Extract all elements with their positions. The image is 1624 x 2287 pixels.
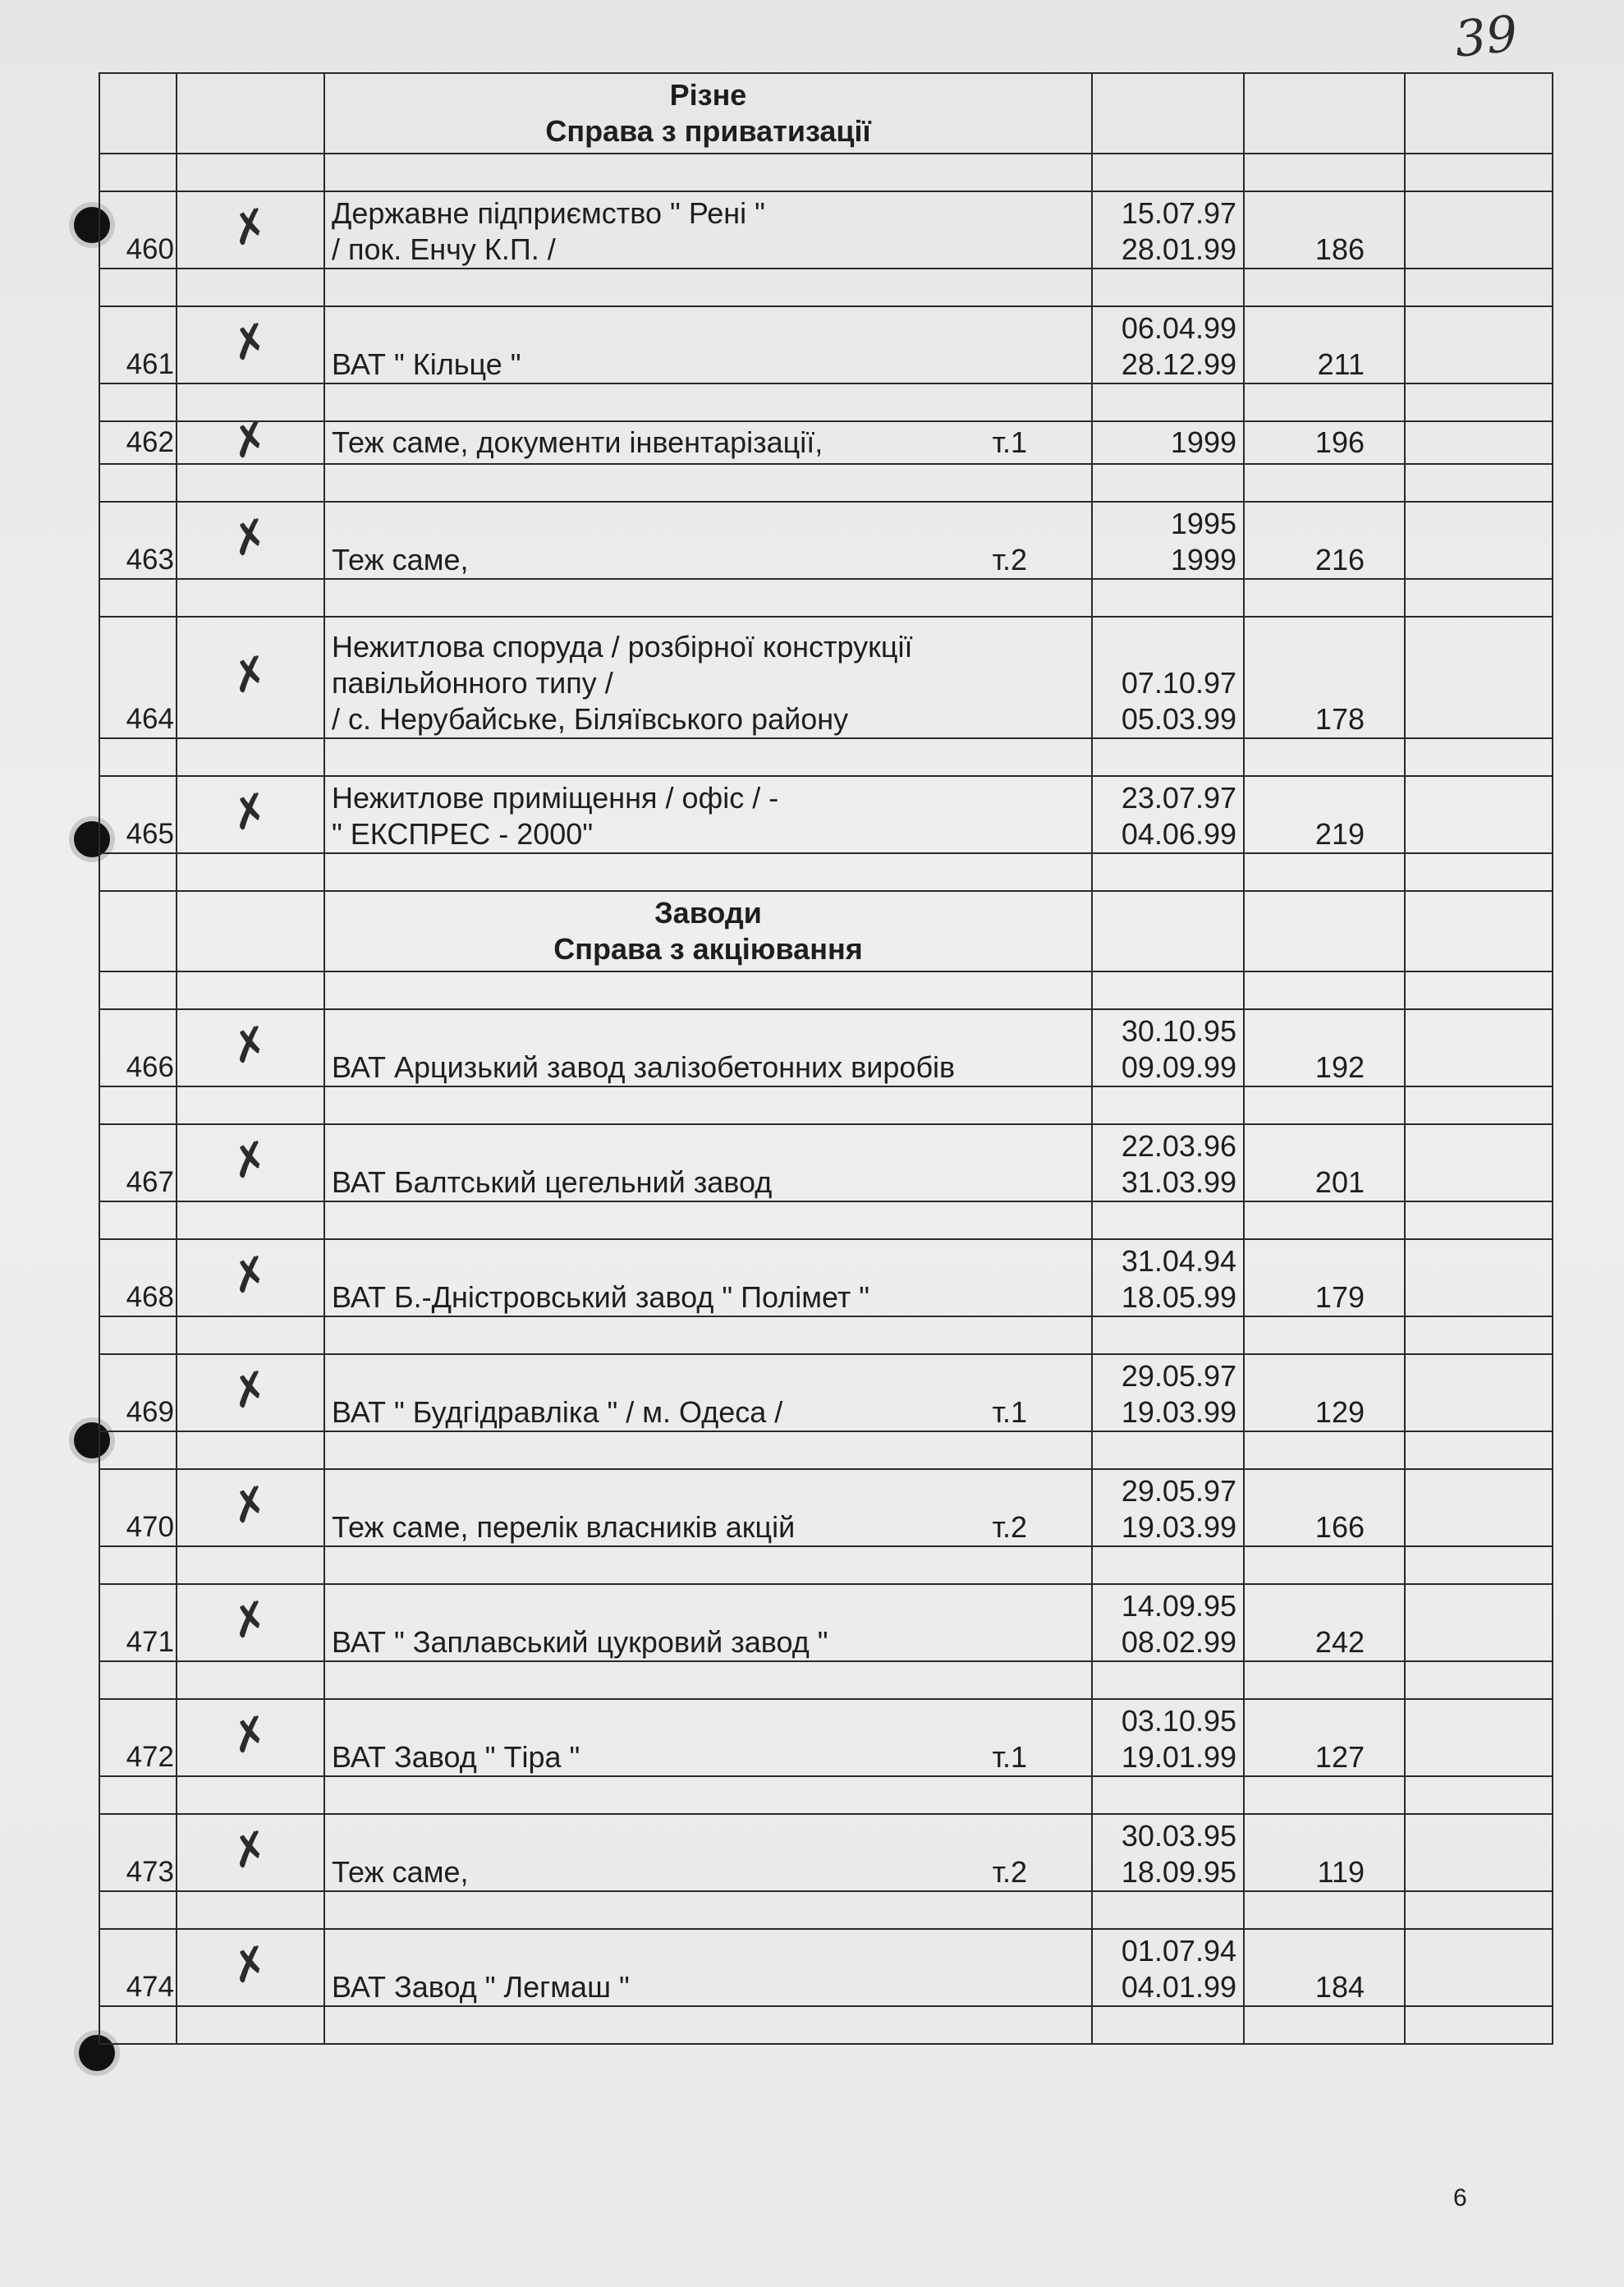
check-mark-cell	[177, 191, 324, 269]
handwritten-check-icon: ✗	[226, 1475, 275, 1535]
item-title-cell	[324, 1929, 1092, 2006]
section-header-row	[99, 891, 1553, 971]
item-note	[1405, 1354, 1553, 1431]
item-note	[1405, 306, 1553, 383]
empty-cell	[1244, 1201, 1405, 1239]
empty-cell	[99, 853, 177, 891]
empty-cell	[324, 1086, 1092, 1124]
item-dates: 29.05.97 19.03.99	[1092, 1354, 1244, 1431]
empty-cell	[1405, 579, 1553, 617]
check-mark-cell	[177, 410, 324, 470]
page-number: 6	[1453, 2184, 1467, 2211]
check-mark-cell	[177, 1009, 324, 1086]
empty-cell	[99, 464, 177, 502]
empty-cell	[1244, 1776, 1405, 1814]
item-sheet-count: 129	[1244, 1354, 1405, 1431]
volume-label: т.2	[992, 1510, 1027, 1544]
empty-cell	[1244, 1316, 1405, 1354]
empty-cell	[177, 2006, 324, 2044]
spacer-row	[99, 579, 1553, 617]
empty-cell	[1244, 2006, 1405, 2044]
item-title-cell	[324, 1124, 1092, 1201]
empty-cell	[1405, 971, 1553, 1009]
empty-cell	[1092, 891, 1244, 971]
empty-cell	[1092, 464, 1244, 502]
item-title: Державне підприємство " Рені " / пок. Енчу К.П. /	[332, 196, 765, 266]
check-mark-cell	[177, 306, 324, 383]
table-row	[99, 1239, 1553, 1316]
item-dates: 01.07.94 04.01.99	[1092, 1929, 1244, 2006]
volume-label	[1027, 1279, 1085, 1316]
item-note	[1405, 776, 1553, 853]
volume-label: т.2	[992, 543, 1027, 576]
empty-cell	[1405, 1776, 1553, 1814]
check-mark-cell	[177, 1469, 324, 1546]
item-sheet-count: 119	[1244, 1814, 1405, 1891]
item-note	[1405, 1239, 1553, 1316]
spacer-row	[99, 1316, 1553, 1354]
item-title: ВАТ Завод " Легмаш "	[332, 1970, 630, 2004]
empty-cell	[1092, 853, 1244, 891]
empty-cell	[99, 73, 177, 154]
volume-label: т.1	[992, 1740, 1027, 1774]
empty-cell	[324, 464, 1092, 502]
section-title: Різне	[669, 78, 747, 112]
item-dates: 1995 1999	[1092, 502, 1244, 579]
empty-cell	[1244, 1546, 1405, 1584]
check-mark-cell	[177, 1124, 324, 1201]
empty-cell	[99, 1316, 177, 1354]
empty-cell	[1092, 154, 1244, 191]
check-mark-cell	[177, 1584, 324, 1661]
empty-cell	[1092, 1776, 1244, 1814]
volume-label	[1027, 780, 1085, 852]
empty-cell	[1405, 2006, 1553, 2044]
empty-cell	[1092, 579, 1244, 617]
spacer-row	[99, 1546, 1553, 1584]
empty-cell	[1244, 738, 1405, 776]
empty-cell	[1405, 891, 1553, 971]
section-title: Заводи	[654, 896, 762, 930]
volume-label: т.2	[992, 1855, 1027, 1889]
table-row	[99, 1584, 1553, 1661]
empty-cell	[99, 579, 177, 617]
item-title: ВАТ " Кільце "	[332, 347, 521, 381]
empty-cell	[1244, 971, 1405, 1009]
empty-cell	[324, 579, 1092, 617]
item-title-cell	[324, 1699, 1092, 1776]
table-row	[99, 421, 1553, 464]
item-note	[1405, 1814, 1553, 1891]
item-sheet-count: 211	[1244, 306, 1405, 383]
register-table	[99, 72, 1553, 2045]
check-mark-cell	[177, 1354, 324, 1431]
item-title: Теж саме, документи інвентарізації,	[332, 425, 823, 459]
item-note	[1405, 1009, 1553, 1086]
empty-cell	[1244, 579, 1405, 617]
empty-cell	[324, 1546, 1092, 1584]
empty-cell	[1405, 464, 1553, 502]
empty-cell	[177, 971, 324, 1009]
spacer-row	[99, 1201, 1553, 1239]
volume-label	[1027, 195, 1085, 268]
item-title: ВАТ " Будгідравліка " / м. Одеса /	[332, 1395, 783, 1429]
item-number: 470	[99, 1469, 177, 1546]
empty-cell	[1244, 269, 1405, 306]
check-mark-cell	[177, 1239, 324, 1316]
empty-cell	[1405, 269, 1553, 306]
item-number: 474	[99, 1929, 177, 2006]
empty-cell	[324, 1776, 1092, 1814]
empty-cell	[177, 853, 324, 891]
empty-cell	[1405, 73, 1553, 154]
section-header-row	[99, 73, 1553, 154]
item-dates: 31.04.94 18.05.99	[1092, 1239, 1244, 1316]
table-row	[99, 502, 1553, 579]
handwritten-check-icon: ✗	[226, 1590, 275, 1650]
item-dates: 03.10.95 19.01.99	[1092, 1699, 1244, 1776]
spacer-row	[99, 464, 1553, 502]
spacer-row	[99, 1086, 1553, 1124]
item-title: ВАТ Завод " Тіра "	[332, 1740, 580, 1774]
empty-cell	[324, 1316, 1092, 1354]
volume-label: т.1	[992, 1395, 1027, 1429]
table-row	[99, 306, 1553, 383]
empty-cell	[1092, 1201, 1244, 1239]
empty-cell	[324, 1891, 1092, 1929]
table-row	[99, 617, 1553, 738]
empty-cell	[324, 383, 1092, 421]
item-dates: 14.09.95 08.02.99	[1092, 1584, 1244, 1661]
item-number: 462	[99, 421, 177, 464]
empty-cell	[324, 2006, 1092, 2044]
empty-cell	[1092, 73, 1244, 154]
empty-cell	[1244, 383, 1405, 421]
empty-cell	[1092, 383, 1244, 421]
empty-cell	[1405, 1316, 1553, 1354]
item-note	[1405, 1699, 1553, 1776]
empty-cell	[177, 464, 324, 502]
spacer-row	[99, 971, 1553, 1009]
empty-cell	[177, 73, 324, 154]
table-row	[99, 1469, 1553, 1546]
item-number: 460	[99, 191, 177, 269]
empty-cell	[99, 2006, 177, 2044]
section-subtitle: Справа з приватизації	[545, 114, 871, 148]
spacer-row	[99, 853, 1553, 891]
spacer-row	[99, 383, 1553, 421]
item-number: 463	[99, 502, 177, 579]
empty-cell	[99, 383, 177, 421]
handwritten-check-icon: ✗	[226, 1935, 275, 1995]
item-title-cell	[324, 502, 1092, 579]
spacer-row	[99, 738, 1553, 776]
handwritten-check-icon: ✗	[226, 782, 275, 842]
spacer-row	[99, 2006, 1553, 2044]
spacer-row	[99, 1661, 1553, 1699]
handwritten-check-icon: ✗	[226, 312, 275, 372]
empty-cell	[1405, 1661, 1553, 1699]
empty-cell	[1244, 1086, 1405, 1124]
empty-cell	[1405, 1546, 1553, 1584]
table-row	[99, 1124, 1553, 1201]
empty-cell	[1405, 1086, 1553, 1124]
empty-cell	[177, 1086, 324, 1124]
item-sheet-count: 178	[1244, 617, 1405, 738]
volume-label	[1027, 1164, 1085, 1201]
item-number: 464	[99, 617, 177, 738]
handwritten-check-icon: ✗	[226, 1705, 275, 1765]
item-dates: 22.03.96 31.03.99	[1092, 1124, 1244, 1201]
empty-cell	[324, 1661, 1092, 1699]
empty-cell	[324, 1431, 1092, 1469]
empty-cell	[99, 971, 177, 1009]
empty-cell	[177, 269, 324, 306]
table-row	[99, 776, 1553, 853]
empty-cell	[99, 1086, 177, 1124]
item-dates: 29.05.97 19.03.99	[1092, 1469, 1244, 1546]
item-number: 471	[99, 1584, 177, 1661]
handwritten-check-icon: ✗	[226, 1820, 275, 1880]
table-row	[99, 191, 1553, 269]
spacer-row	[99, 1891, 1553, 1929]
table-row	[99, 1354, 1553, 1431]
item-sheet-count: 216	[1244, 502, 1405, 579]
item-title-cell	[324, 1009, 1092, 1086]
item-number: 469	[99, 1354, 177, 1431]
handwritten-check-icon: ✗	[226, 1130, 275, 1190]
empty-cell	[1092, 1316, 1244, 1354]
item-title: Нежитлова спорудa / розбірної конструкції павільйонного типу / / с. Нерубайське, Біляївського району	[332, 630, 913, 736]
empty-cell	[99, 1776, 177, 1814]
item-number: 466	[99, 1009, 177, 1086]
register-body	[99, 73, 1553, 2044]
table-row	[99, 1699, 1553, 1776]
empty-cell	[1405, 383, 1553, 421]
item-title: ВАТ Б.-Дністровський завод " Полімет "	[332, 1280, 870, 1314]
empty-cell	[177, 1891, 324, 1929]
item-number: 473	[99, 1814, 177, 1891]
empty-cell	[324, 853, 1092, 891]
item-sheet-count: 166	[1244, 1469, 1405, 1546]
item-sheet-count: 127	[1244, 1699, 1405, 1776]
item-title-cell	[324, 1814, 1092, 1891]
handwritten-check-icon: ✗	[226, 1245, 275, 1305]
item-title-cell	[324, 1239, 1092, 1316]
empty-cell	[99, 269, 177, 306]
empty-cell	[1092, 971, 1244, 1009]
item-note	[1405, 1584, 1553, 1661]
empty-cell	[1405, 853, 1553, 891]
item-note	[1405, 1124, 1553, 1201]
empty-cell	[99, 154, 177, 191]
handwritten-check-icon: ✗	[226, 410, 275, 470]
check-mark-cell	[177, 502, 324, 579]
item-title: ВАТ Балтський цегельний завод	[332, 1165, 773, 1199]
empty-cell	[1092, 1431, 1244, 1469]
empty-cell	[1405, 154, 1553, 191]
handwritten-check-icon: ✗	[226, 507, 275, 567]
item-dates: 15.07.97 28.01.99	[1092, 191, 1244, 269]
empty-cell	[1092, 2006, 1244, 2044]
item-sheet-count: 201	[1244, 1124, 1405, 1201]
volume-label	[1027, 1969, 1085, 2005]
empty-cell	[1405, 1431, 1553, 1469]
empty-cell	[324, 154, 1092, 191]
empty-cell	[324, 971, 1092, 1009]
empty-cell	[99, 891, 177, 971]
item-dates: 30.10.95 09.09.99	[1092, 1009, 1244, 1086]
empty-cell	[1405, 1891, 1553, 1929]
empty-cell	[1092, 1891, 1244, 1929]
empty-cell	[1092, 1661, 1244, 1699]
item-sheet-count: 192	[1244, 1009, 1405, 1086]
handwritten-page-number: 39	[1452, 5, 1521, 69]
empty-cell	[1244, 154, 1405, 191]
empty-cell	[177, 738, 324, 776]
empty-cell	[324, 269, 1092, 306]
empty-cell	[1092, 738, 1244, 776]
table-row	[99, 1009, 1553, 1086]
item-note	[1405, 1469, 1553, 1546]
empty-cell	[177, 1546, 324, 1584]
empty-cell	[1244, 73, 1405, 154]
check-mark-cell	[177, 1929, 324, 2006]
volume-label	[1027, 1624, 1085, 1660]
item-number: 468	[99, 1239, 177, 1316]
item-sheet-count: 179	[1244, 1239, 1405, 1316]
volume-label: т.1	[992, 425, 1027, 459]
item-title-cell	[324, 306, 1092, 383]
empty-cell	[177, 891, 324, 971]
empty-cell	[1244, 1661, 1405, 1699]
spacer-row	[99, 1776, 1553, 1814]
spacer-row	[99, 269, 1553, 306]
item-sheet-count: 186	[1244, 191, 1405, 269]
spacer-row	[99, 1431, 1553, 1469]
handwritten-check-icon: ✗	[226, 1015, 275, 1075]
item-note	[1405, 421, 1553, 464]
empty-cell	[1405, 738, 1553, 776]
check-mark-cell	[177, 1699, 324, 1776]
item-title-cell	[324, 1354, 1092, 1431]
item-title: Теж саме,	[332, 543, 469, 576]
table-row	[99, 1814, 1553, 1891]
check-mark-cell	[177, 776, 324, 853]
empty-cell	[177, 1661, 324, 1699]
empty-cell	[177, 154, 324, 191]
item-note	[1405, 191, 1553, 269]
item-title-cell	[324, 1584, 1092, 1661]
section-subtitle: Справа з акціювання	[553, 932, 863, 966]
spacer-row	[99, 154, 1553, 191]
item-title-cell	[324, 1469, 1092, 1546]
item-title-cell	[324, 776, 1092, 853]
volume-label	[1027, 1049, 1085, 1086]
item-note	[1405, 1929, 1553, 2006]
item-dates: 1999	[1092, 421, 1244, 464]
volume-label	[1027, 629, 1085, 737]
empty-cell	[99, 1431, 177, 1469]
item-sheet-count: 242	[1244, 1584, 1405, 1661]
item-title-cell	[324, 421, 1092, 464]
volume-label	[1027, 347, 1085, 383]
item-dates: 06.04.99 28.12.99	[1092, 306, 1244, 383]
empty-cell	[1244, 464, 1405, 502]
handwritten-check-icon: ✗	[226, 1360, 275, 1420]
item-number: 467	[99, 1124, 177, 1201]
check-mark-cell	[177, 1814, 324, 1891]
empty-cell	[99, 738, 177, 776]
empty-cell	[99, 1661, 177, 1699]
item-title: ВАТ " Заплавський цукровий завод "	[332, 1625, 828, 1659]
item-sheet-count: 184	[1244, 1929, 1405, 2006]
item-sheet-count: 219	[1244, 776, 1405, 853]
check-mark-cell	[177, 617, 324, 738]
empty-cell	[1092, 269, 1244, 306]
empty-cell	[324, 1201, 1092, 1239]
empty-cell	[1092, 1546, 1244, 1584]
empty-cell	[1244, 853, 1405, 891]
item-title-cell	[324, 617, 1092, 738]
empty-cell	[1244, 1431, 1405, 1469]
item-title: ВАТ Арцизький завод залізобетонних виробів	[332, 1050, 956, 1084]
item-dates: 07.10.97 05.03.99	[1092, 617, 1244, 738]
handwritten-check-icon: ✗	[226, 645, 275, 705]
empty-cell	[177, 579, 324, 617]
item-title: Теж саме, перелік власників акцій	[332, 1510, 796, 1544]
item-number: 472	[99, 1699, 177, 1776]
item-title: Теж саме,	[332, 1855, 469, 1889]
empty-cell	[177, 1776, 324, 1814]
empty-cell	[1244, 1891, 1405, 1929]
item-dates: 23.07.97 04.06.99	[1092, 776, 1244, 853]
section-title-cell	[324, 73, 1092, 154]
handwritten-check-icon: ✗	[226, 197, 275, 257]
item-number: 461	[99, 306, 177, 383]
empty-cell	[177, 1316, 324, 1354]
item-number: 465	[99, 776, 177, 853]
item-dates: 30.03.95 18.09.95	[1092, 1814, 1244, 1891]
empty-cell	[177, 1431, 324, 1469]
item-note	[1405, 502, 1553, 579]
empty-cell	[99, 1891, 177, 1929]
empty-cell	[99, 1201, 177, 1239]
empty-cell	[99, 1546, 177, 1584]
item-title-cell	[324, 191, 1092, 269]
item-title: Нежитлове приміщення / офіс / - " ЕКСПРЕС - 2000"	[332, 781, 779, 851]
empty-cell	[324, 738, 1092, 776]
empty-cell	[1092, 1086, 1244, 1124]
empty-cell	[1405, 1201, 1553, 1239]
empty-cell	[177, 1201, 324, 1239]
item-sheet-count: 196	[1244, 421, 1405, 464]
table-row	[99, 1929, 1553, 2006]
section-title-cell	[324, 891, 1092, 971]
item-note	[1405, 617, 1553, 738]
empty-cell	[1244, 891, 1405, 971]
